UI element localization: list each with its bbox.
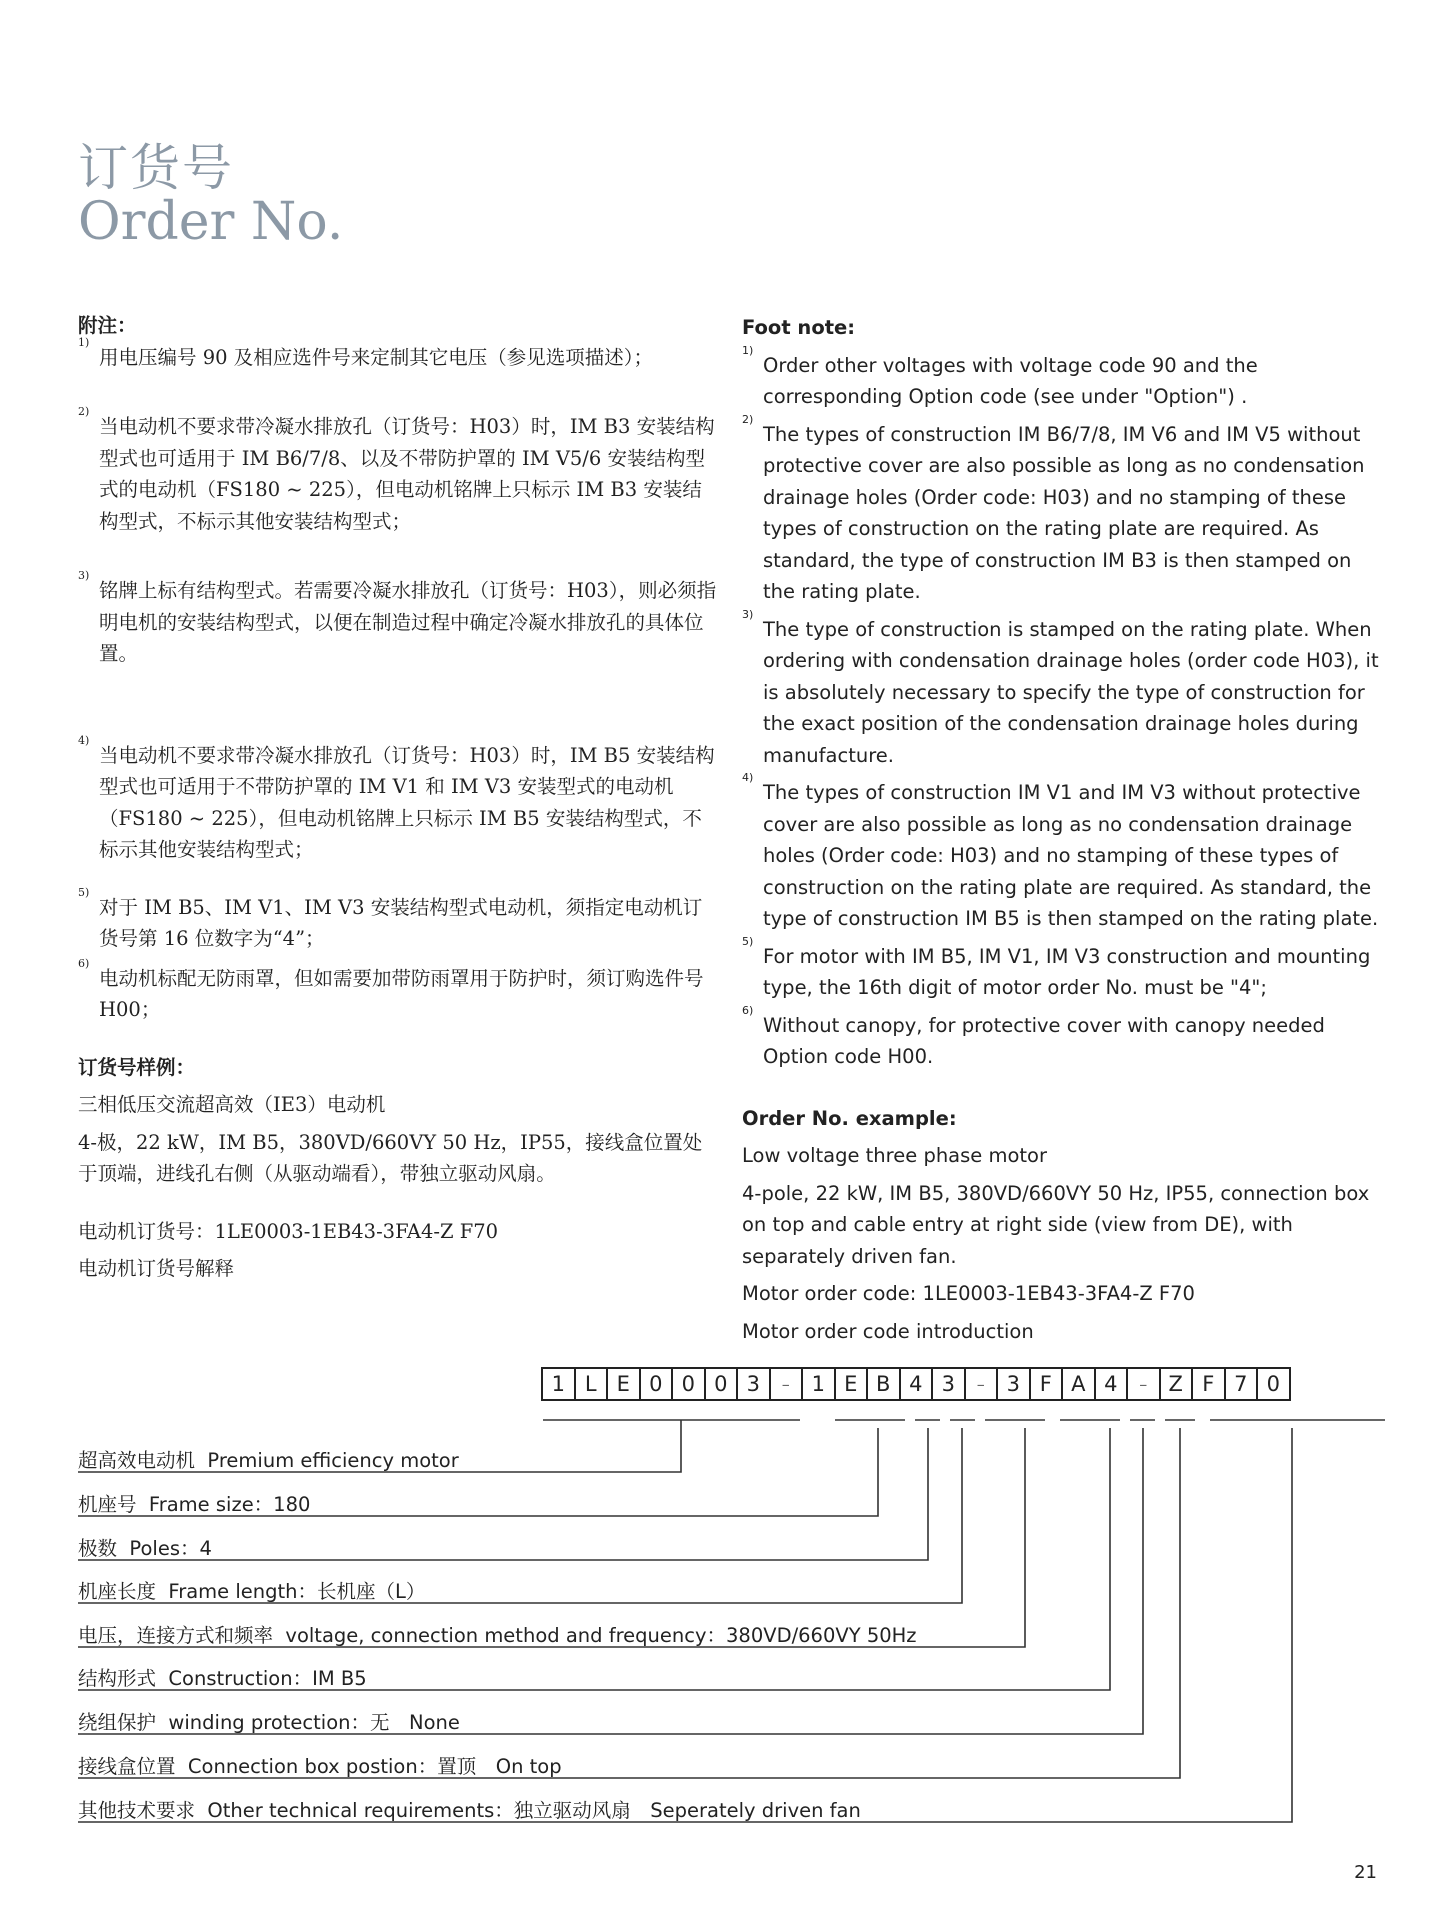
code-char: 1: [801, 1367, 836, 1401]
code-char: 1: [541, 1367, 576, 1401]
code-intro-cn: 电动机订货号解释: [78, 1257, 235, 1280]
footnote-marker: 3): [742, 607, 754, 621]
footnote-heading-cn: 附注：: [78, 314, 137, 337]
footnote-text: 用电压编号 90 及相应选件号来定制其它电压（参见选项描述）；: [99, 345, 653, 369]
footnote-marker: 3): [78, 569, 90, 582]
code-char: 3: [736, 1367, 771, 1401]
page-title-en: Order No.: [78, 192, 344, 252]
decode-label-winding-protection: 绕组保护 winding protection：无 None: [78, 1711, 460, 1734]
footnote-text: 对于 IM B5、IM V1、IM V3 安装结构型式电动机，须指定电动机订货号第 16 位数字为“4”；: [99, 895, 703, 950]
code-char: A: [1061, 1367, 1096, 1401]
page-number: 21: [1354, 1862, 1377, 1883]
footnote-text: 铭牌上标有结构型式。若需要冷凝水排放孔（订货号：H03），则必须指明电机的安装结构型式，以便在制造过程中确定冷凝水排放孔的具体位置。: [99, 579, 717, 665]
code-char: L: [574, 1367, 609, 1401]
code-char: B: [866, 1367, 901, 1401]
motor-code-cn: 电动机订货号：1LE0003-1EB43-3FA4-Z F70: [78, 1219, 499, 1243]
example-motor-en: Low voltage three phase motor: [742, 1144, 1048, 1167]
footnote-text: The types of construction IM V1 and IM V3 without protective cover are also possible as long as no condensation drainage holes (Order code: H03) and no stamping of these types of construction on the rating plate are required. As standard, the type of construction IM B5 is then stamped on the rating plate.: [763, 781, 1379, 930]
footnote-text: The type of construction is stamped on the rating plate. When ordering with condensation drainage holes (order code H03), it is absolutely necessary to specify the type of construction for the exact position of the condensation drainage holes during manufacture.: [763, 617, 1379, 767]
example-desc-cn: 4-极，22 kW，IM B5，380VD/660VY 50 Hz，IP55，接线盒位置处于顶端，进线孔右侧（从驱动端看），带独立驱动风扇。: [78, 1130, 703, 1185]
decode-label-other-requirements: 其他技术要求 Other technical requirements：独立驱动风扇 Seperately driven fan: [78, 1799, 861, 1822]
decode-label-connection-box: 接线盒位置 Connection box postion：置顶 On top: [78, 1755, 562, 1778]
decode-label-poles: 极数 Poles：4: [78, 1537, 212, 1560]
footnote-marker: 5): [78, 885, 90, 899]
code-char: F: [1191, 1367, 1226, 1401]
page-title-cn: 订货号: [78, 139, 234, 197]
footnote-marker: 1): [742, 343, 754, 357]
decode-label-frame-length: 机座长度 Frame length：长机座（L）: [78, 1580, 426, 1603]
code-char: 4: [1094, 1367, 1129, 1401]
code-char: 0: [671, 1367, 706, 1401]
footnote-marker: 6): [78, 956, 90, 970]
footnote-heading-en: Foot note:: [742, 316, 856, 339]
code-char: E: [606, 1367, 641, 1401]
code-char: E: [834, 1367, 869, 1401]
decode-label-construction: 结构形式 Construction：IM B5: [78, 1667, 367, 1690]
motor-code-en: Motor order code: 1LE0003-1EB43-3FA4-Z F70: [742, 1282, 1195, 1305]
code-char: 3: [996, 1367, 1031, 1401]
footnote-marker: 4): [78, 733, 90, 747]
code-char: F: [1029, 1367, 1064, 1401]
code-char: 4: [899, 1367, 934, 1401]
code-char: 0: [704, 1367, 739, 1401]
decode-label-voltage: 电压，连接方式和频率 voltage, connection method and frequency：380VD/660VY 50Hz: [78, 1624, 917, 1647]
code-char: Z: [1159, 1367, 1194, 1401]
example-heading-cn: 订货号样例：: [78, 1055, 196, 1079]
footnote-marker: 2): [78, 405, 90, 418]
code-char: 7: [1224, 1367, 1259, 1401]
footnote-text: Without canopy, for protective cover with canopy needed Option code H00.: [763, 1013, 1325, 1068]
code-char: 0: [639, 1367, 674, 1401]
code-separator: –: [1126, 1367, 1161, 1401]
footnote-text: 当电动机不要求带冷凝水排放孔（订货号：H03）时，IM B3 安装结构型式也可适用于 IM B6/7/8、以及不带防护罩的 IM V5/6 安装结构型式的电动机（FS180 ~ 225），但电动机铭牌上只标示 IM B3 安装结构型式，不标示其他安装结构型式；: [99, 415, 715, 533]
code-char: 3: [931, 1367, 966, 1401]
footnote-marker: 2): [742, 412, 754, 426]
code-intro-en: Motor order code introduction: [742, 1319, 1034, 1343]
footnote-marker: 1): [78, 335, 90, 349]
footnote-marker: 5): [742, 934, 754, 948]
example-motor-cn: 三相低压交流超高效（IE3）电动机: [78, 1093, 386, 1116]
decode-label-frame-size: 机座号 Frame size：180: [78, 1493, 311, 1516]
footnote-text: Order other voltages with voltage code 90 and the corresponding Option code (see under "Option") .: [763, 353, 1258, 408]
footnote-text: 电动机标配无防雨罩，但如需要加带防雨罩用于防护时，须订购选件号 H00；: [99, 966, 704, 1021]
example-heading-en: Order No. example:: [742, 1106, 957, 1130]
order-code: [543, 1367, 1291, 1401]
code-separator: –: [964, 1367, 999, 1401]
footnote-text: 当电动机不要求带冷凝水排放孔（订货号：H03）时，IM B5 安装结构型式也可适用于不带防护罩的 IM V1 和 IM V3 安装型式的电动机（FS180 ~ 225），但电动机铭牌上只标示 IM B5 安装结构型式，不标示其他安装结构型式；: [99, 743, 715, 861]
footnote-marker: 4): [742, 771, 754, 784]
code-separator: –: [769, 1367, 804, 1401]
example-desc-en: 4-pole, 22 kW, IM B5, 380VD/660VY 50 Hz, IP55, connection box on top and cable entry at right side (view from DE), with separately driven fan.: [742, 1181, 1370, 1268]
code-char: 0: [1256, 1367, 1291, 1401]
decode-label-efficiency: 超高效电动机 Premium efficiency motor: [78, 1449, 459, 1472]
footnote-text: The types of construction IM B6/7/8, IM V6 and IM V5 without protective cover are also possible as long as no condensation drainage holes (Order code: H03) and no stamping of these types of construction on the rating plate are required. As standard, the type of construction IM B3 is then stamped on the rating plate.: [763, 422, 1365, 603]
footnote-marker: 6): [742, 1003, 754, 1017]
footnote-text: For motor with IM B5, IM V1, IM V3 construction and mounting type, the 16th digit of motor order No. must be "4";: [763, 944, 1371, 999]
